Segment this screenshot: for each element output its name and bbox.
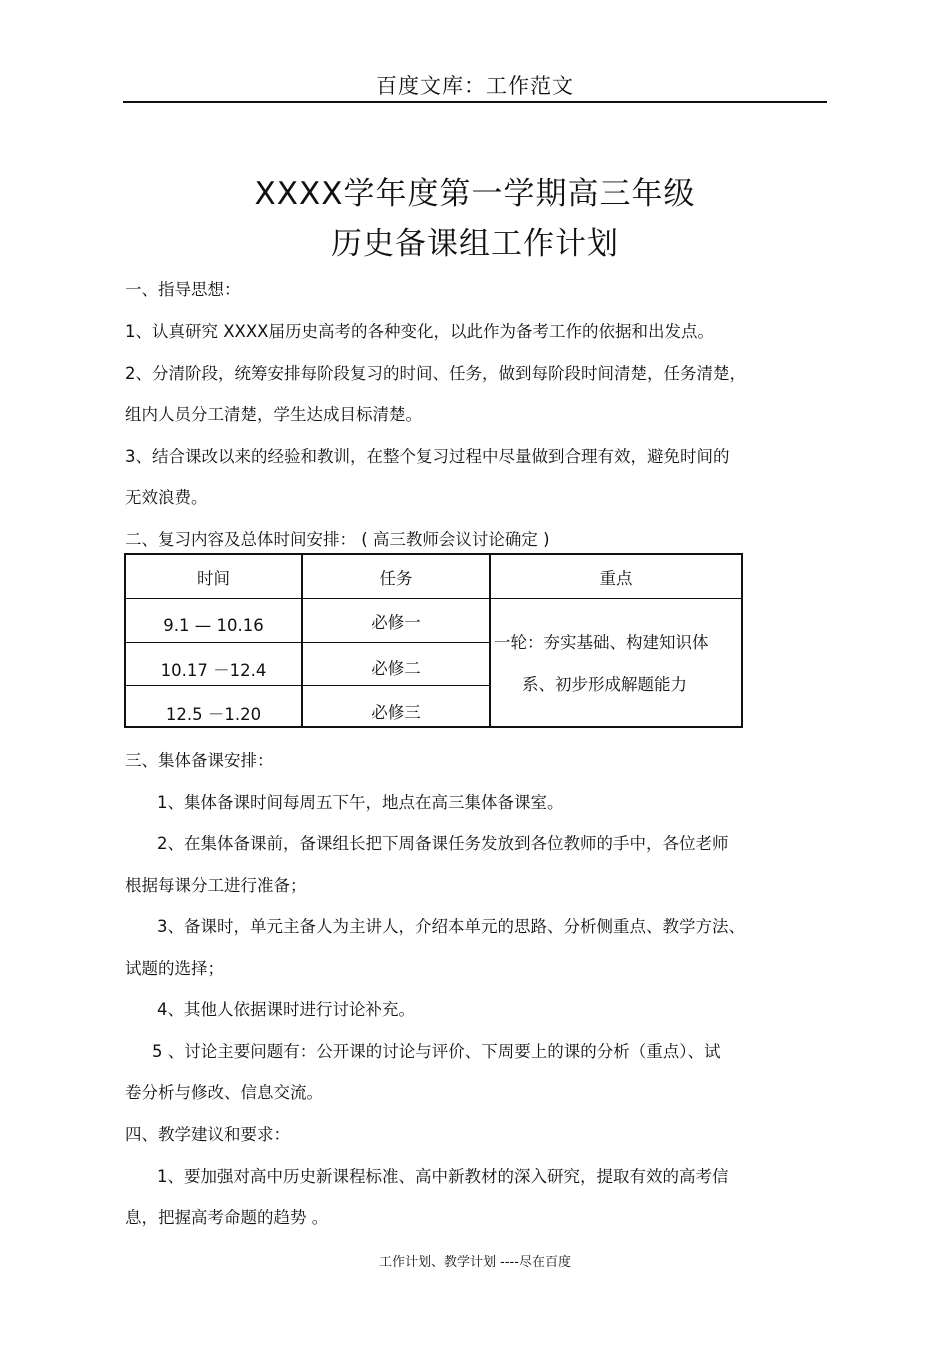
paragraph: 息，把握高考命题的趋势 。 [125, 1208, 329, 1227]
paragraph: 3、结合课改以来的经验和教训，在整个复习过程中尽量做到合理有效，避免时间的 [125, 447, 730, 466]
table-cell-time: 12.5 －1.20 [165, 705, 262, 724]
paragraph: 1、集体备课时间每周五下午，地点在高三集体备课室。 [157, 793, 564, 812]
schedule-table [124, 553, 743, 728]
table-cell-focus [492, 600, 743, 728]
page-header: 百度文库：工作范文 [376, 74, 574, 98]
table-cell-task: 必修二 [371, 659, 421, 678]
paragraph: 根据每课分工进行准备； [125, 876, 307, 895]
table-header-task: 任务 [379, 569, 413, 588]
header-divider [123, 101, 827, 103]
paragraph: 2、分清阶段，统筹安排每阶段复习的时间、任务，做到每阶段时间清楚，任务清楚， [125, 364, 746, 383]
paragraph: 1、认真研究 XXXX届历史高考的各种变化，以此作为备考工作的依据和出发点。 [125, 322, 714, 341]
focus-line: 系、初步形成解题能力 [522, 675, 687, 694]
paragraph: 组内人员分工清楚，学生达成目标清楚。 [125, 405, 422, 424]
document-title-line2: 历史备课组工作计划 [331, 226, 619, 262]
section-heading-1: 一、指导思想： [125, 280, 241, 299]
table-cell-task: 必修一 [371, 613, 421, 632]
section-heading-4: 四、教学建议和要求： [125, 1125, 290, 1144]
paragraph: 2、在集体备课前，备课组长把下周备课任务发放到各位教师的手中，各位老师 [157, 834, 729, 853]
focus-line: 一轮：夯实基础、构建知识体 [494, 633, 709, 652]
table-header-focus: 重点 [599, 569, 633, 588]
table-cell-time: 9.1 — 10.16 [163, 615, 264, 635]
paragraph: 试题的选择； [125, 959, 224, 978]
paragraph: 1、要加强对高中历史新课程标准、高中新教材的深入研究，提取有效的高考信 [157, 1167, 729, 1186]
paragraph: 3、备课时，单元主备人为主讲人，介绍本单元的思路、分析侧重点、教学方法、 [157, 917, 745, 936]
table-cell-task: 必修三 [371, 703, 421, 722]
paragraph: 5 、讨论主要问题有：公开课的讨论与评价、下周要上的课的分析（重点）、试 [152, 1042, 721, 1061]
section-heading-3: 三、集体备课安排： [125, 751, 274, 770]
document-title-line1: XXXX学年度第一学期高三年级 [254, 176, 696, 212]
table-header-time: 时间 [197, 569, 230, 588]
table-cell-time: 10.17 －12.4 [160, 661, 267, 680]
paragraph: 卷分析与修改、信息交流。 [125, 1083, 323, 1102]
page-footer: 工作计划、教学计划 ----尽在百度 [379, 1255, 571, 1270]
section-heading-2: 二、复习内容及总体时间安排： ( 高三教师会议讨论确定 ) [125, 530, 550, 549]
paragraph: 4、其他人依据课时进行讨论补充。 [157, 1000, 415, 1019]
paragraph: 无效浪费。 [125, 488, 208, 507]
